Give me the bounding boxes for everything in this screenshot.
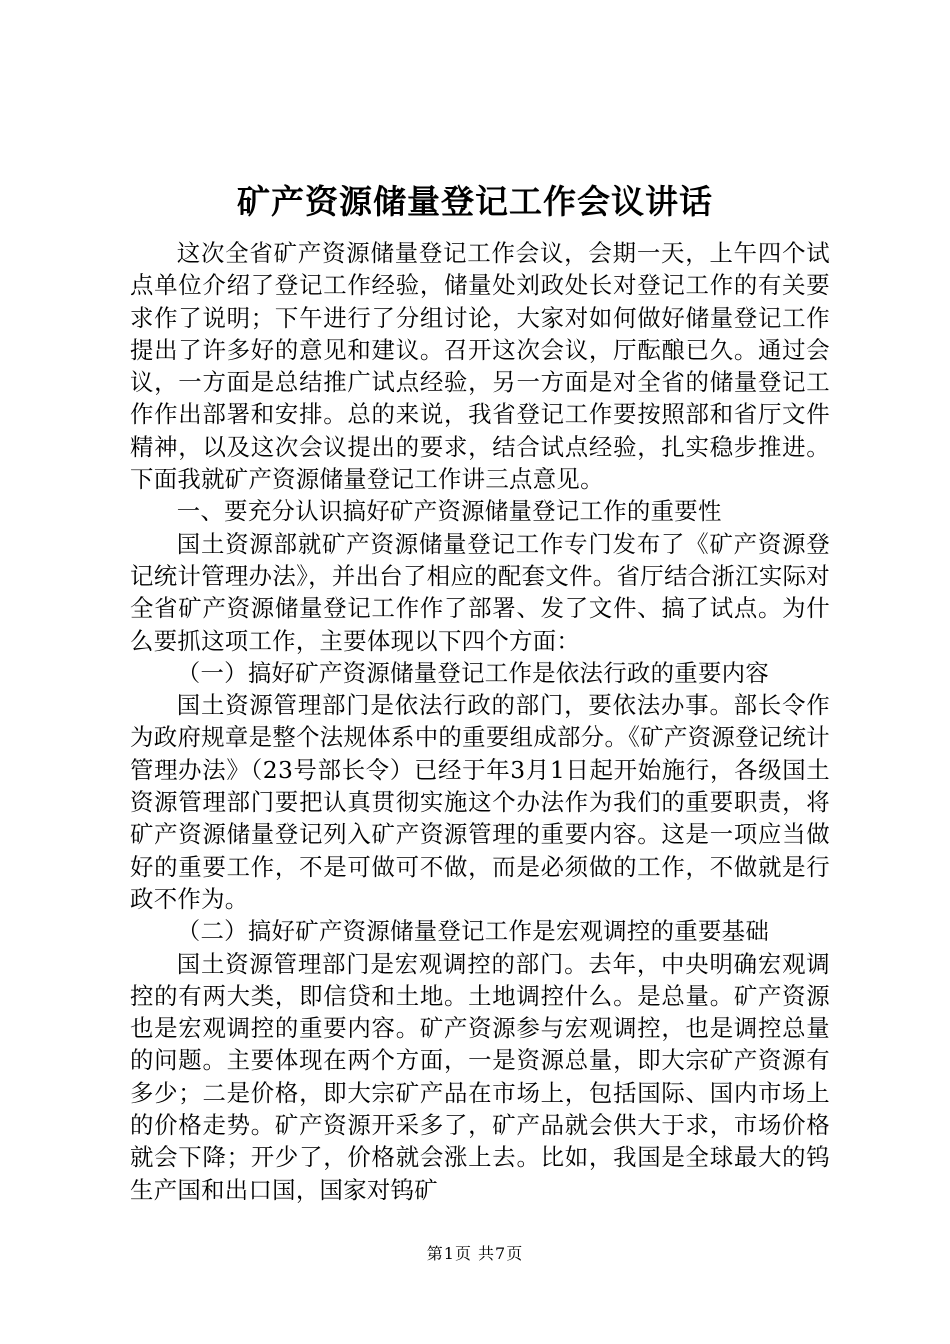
subsection-heading-1: （一）搞好矿产资源储量登记工作是依法行政的重要内容: [176, 658, 770, 687]
paragraph-subsection-1: 国土资源管理部门是依法行政的部门，要依法办事。部长令作为政府规章是整个法规体系中的重要组成部分。《矿产资源登记统计管理办法》（23号部长令）已经于年3月1日起开始施行，各级国土资源管理部门要把认真贯彻实施这个办法作为我们的重要职责，将矿产资源储量登记列入矿产资源管理的重要内容。这是一项应当做好的重要工作，不是可做可不做，而是必须做的工作，不做就是行政不作为。: [130, 691, 830, 913]
paragraph-intro: 这次全省矿产资源储量登记工作会议，会期一天，上午四个试点单位介绍了登记工作经验，储量处刘政处长对登记工作的有关要求作了说明；下午进行了分组讨论，大家对如何做好储量登记工作提出了许多好的意见和建议。召开这次会议，厅酝酿已久。通过会议，一方面是总结推广试点经验，另一方面是对全省的储量登记工作作出部署和安排。总的来说，我省登记工作要按照部和省厅文件精神，以及这次会议提出的要求，结合试点经验，扎实稳步推进。下面我就矿产资源储量登记工作讲三点意见。: [130, 239, 830, 494]
section-heading-1: 一、要充分认识搞好矿产资源储量登记工作的重要性: [176, 497, 722, 526]
document-title: 矿产资源储量登记工作会议讲话: [237, 182, 713, 221]
page-number-footer: 第1页 共7页: [426, 1244, 524, 1263]
document-body: [130, 237, 830, 1206]
subsection-heading-2: （二）搞好矿产资源储量登记工作是宏观调控的重要基础: [176, 917, 770, 946]
paragraph-subsection-2: 国土资源管理部门是宏观调控的部门。去年，中央明确宏观调控的有两大类，即信贷和土地。土地调控什么。是总量。矿产资源也是宏观调控的重要内容。矿产资源参与宏观调控，也是调控总量的问题。主要体现在两个方面，一是资源总量，即大宗矿产资源有多少；二是价格，即大宗矿产品在市场上，包括国际、国内市场上的价格走势。矿产资源开采多了，矿产品就会供大于求，市场价格就会下降；开少了，价格就会涨上去。比如，我国是全球最大的钨生产国和出口国，国家对钨矿: [130, 949, 830, 1204]
paragraph-section-1: 国土资源部就矿产资源储量登记工作专门发布了《矿产资源登记统计管理办法》，并出台了相应的配套文件。省厅结合浙江实际对全省矿产资源储量登记工作作了部署、发了文件、搞了试点。为什么要抓这项工作，主要体现以下四个方面：: [130, 529, 830, 655]
